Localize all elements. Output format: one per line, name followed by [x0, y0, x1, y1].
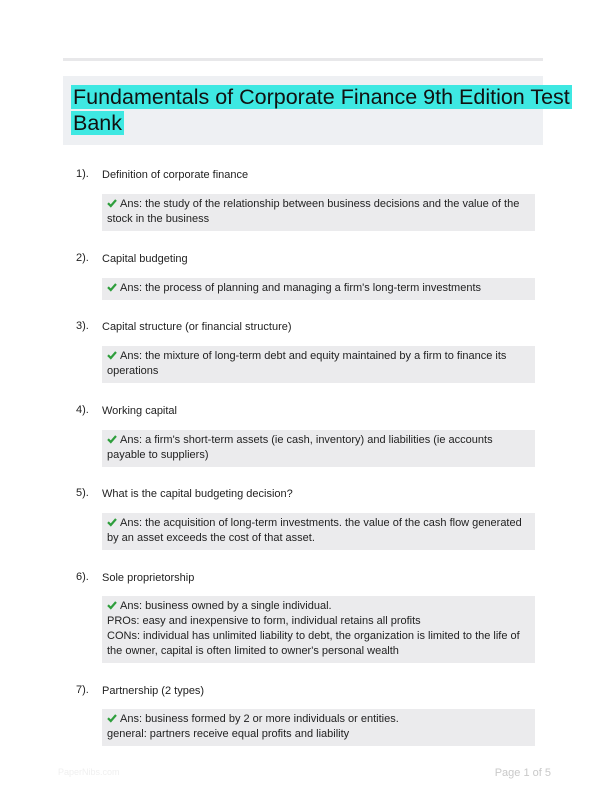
answer-line: Ans: the process of planning and managing a firm's long-term investments	[120, 282, 482, 294]
question-number: 2).	[76, 252, 89, 264]
answer-box	[102, 278, 535, 300]
page-title	[71, 84, 606, 136]
answer-line: Ans: the mixture of long-term debt and equity maintained by a firm to finance its operations	[107, 350, 507, 377]
check-icon	[107, 350, 117, 360]
check-icon	[107, 198, 117, 208]
question-number: 4).	[76, 404, 89, 416]
answer-box	[102, 346, 535, 383]
answer-box	[102, 194, 535, 231]
answer-line: Ans: business owned by a single individual.	[120, 600, 332, 612]
question-text: Working capital	[102, 405, 177, 417]
question-text: Definition of corporate finance	[102, 169, 249, 181]
answer-line: Ans: a firm's short-term assets (ie cash, inventory) and liabilities (ie accounts payable to suppliers)	[107, 434, 493, 461]
check-icon	[107, 713, 117, 723]
question-text: What is the capital budgeting decision?	[102, 488, 293, 500]
question-text: Capital budgeting	[102, 253, 188, 265]
question-text: Sole proprietorship	[102, 572, 195, 584]
question-number: 7).	[76, 684, 89, 696]
check-icon	[107, 600, 117, 610]
top-rule	[63, 58, 543, 61]
answer-box	[102, 709, 535, 746]
page-number: Page 1 of 5	[494, 767, 551, 779]
question-number: 3).	[76, 320, 89, 332]
answer-line: CONs: individual has unlimited liability to debt, the organization is limited to the life of the owner, capital is often limited to owner's personal wealth	[107, 630, 520, 657]
answer-line: PROs: easy and inexpensive to form, individual retains all profits	[107, 615, 421, 627]
question-text: Capital structure (or financial structure)	[102, 321, 292, 333]
answer-line: Ans: business formed by 2 or more individuals or entities.	[120, 713, 399, 725]
check-icon	[107, 282, 117, 292]
answer-line: Ans: the study of the relationship between business decisions and the value of the stock in the business	[107, 198, 520, 225]
check-icon	[107, 434, 117, 444]
question-number: 5).	[76, 487, 89, 499]
answer-box	[102, 513, 535, 550]
answer-line: Ans: the acquisition of long-term investments. the value of the cash flow generated by an asset exceeds the cost of that asset.	[107, 517, 522, 544]
answer-line: general: partners receive equal profits and liability	[107, 728, 350, 740]
check-icon	[107, 517, 117, 527]
question-number: 6).	[76, 571, 89, 583]
page-title-text: Fundamentals of Corporate Finance 9th Edition Test Bank	[73, 85, 570, 135]
question-number: 1).	[76, 168, 89, 180]
answer-box	[102, 430, 535, 467]
footer-site: PaperNibs.com	[58, 767, 120, 777]
question-text: Partnership (2 types)	[102, 685, 205, 697]
answer-box	[102, 596, 535, 663]
